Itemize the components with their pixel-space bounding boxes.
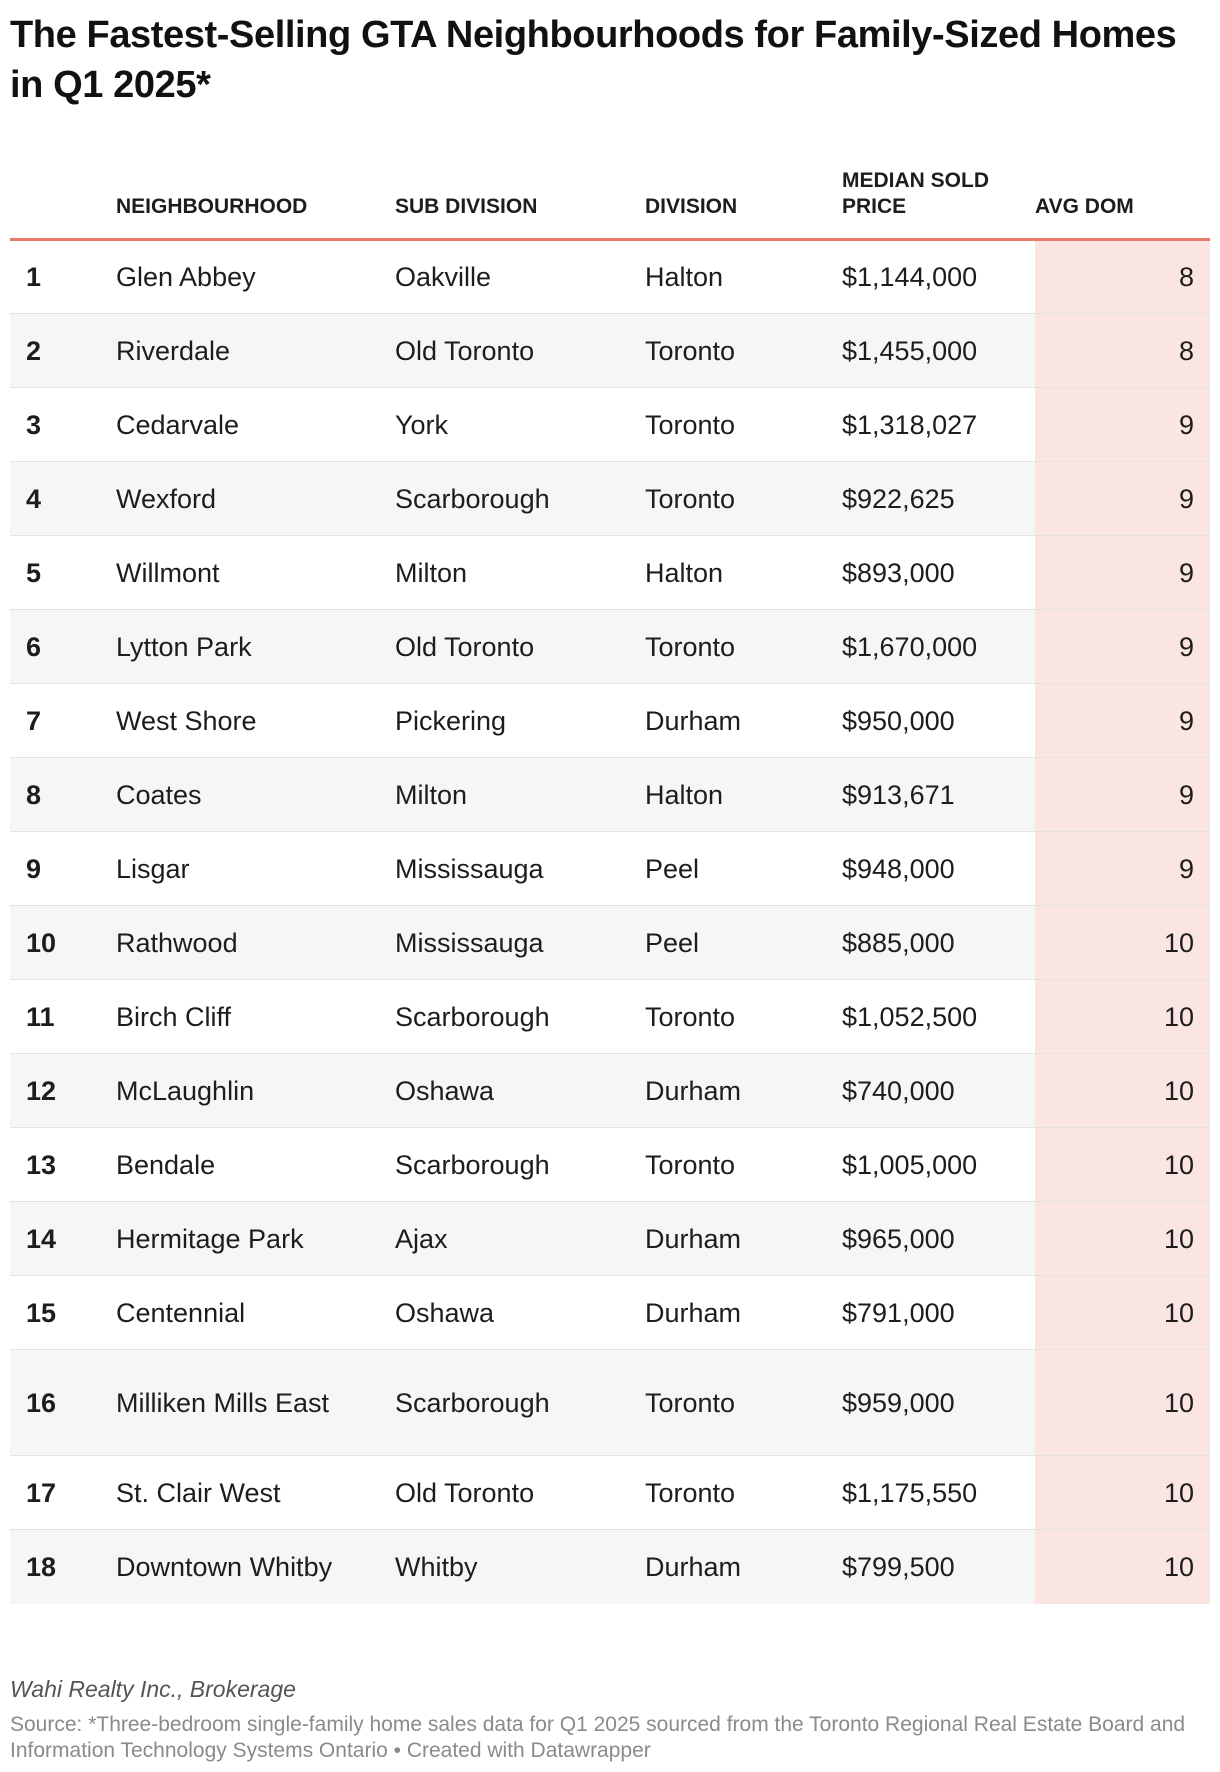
table-row <box>10 1202 1210 1276</box>
rank-cell: 7 <box>10 684 116 758</box>
division-cell: Toronto <box>645 980 842 1054</box>
neighbourhood-cell: McLaughlin <box>116 1054 395 1128</box>
table-row <box>10 980 1210 1054</box>
sub-division-cell: Scarborough <box>395 1350 645 1456</box>
chart-title: The Fastest-Selling GTA Neighbourhoods for Family-Sized Homes in Q1 2025* <box>10 14 1177 106</box>
avg-dom-cell: 10 <box>1035 906 1210 980</box>
table-body <box>10 240 1210 1604</box>
division-cell: Toronto <box>645 388 842 462</box>
table-row <box>10 758 1210 832</box>
avg-dom-cell: 10 <box>1035 1054 1210 1128</box>
rank-cell: 10 <box>10 906 116 980</box>
table-row <box>10 1530 1210 1604</box>
neighbourhood-cell: Milliken Mills East <box>116 1350 395 1456</box>
sub-division-cell: Old Toronto <box>395 610 645 684</box>
neighbourhood-cell: Wexford <box>116 462 395 536</box>
sub-division-cell: Ajax <box>395 1202 645 1276</box>
division-cell: Toronto <box>645 314 842 388</box>
avg-dom-cell: 10 <box>1035 980 1210 1054</box>
table-row <box>10 240 1210 314</box>
table-row <box>10 462 1210 536</box>
neighbourhood-cell: Birch Cliff <box>116 980 395 1054</box>
median-price-cell: $922,625 <box>842 462 1035 536</box>
median-price-cell: $959,000 <box>842 1350 1035 1456</box>
table-row <box>10 832 1210 906</box>
rank-cell: 18 <box>10 1530 116 1604</box>
neighbourhood-cell: St. Clair West <box>116 1456 395 1530</box>
rank-cell: 5 <box>10 536 116 610</box>
median-price-cell: $1,318,027 <box>842 388 1035 462</box>
median-price-cell: $893,000 <box>842 536 1035 610</box>
rank-cell: 4 <box>10 462 116 536</box>
sub-division-cell: Pickering <box>395 684 645 758</box>
division-cell: Toronto <box>645 1128 842 1202</box>
division-cell: Peel <box>645 832 842 906</box>
division-cell: Durham <box>645 684 842 758</box>
rank-cell: 15 <box>10 1276 116 1350</box>
neighbourhood-cell: Willmont <box>116 536 395 610</box>
rank-cell: 16 <box>10 1350 116 1456</box>
neighbourhood-cell: Centennial <box>116 1276 395 1350</box>
col-header-median-sold-price: MEDIAN SOLD PRICE <box>842 169 989 218</box>
table-row <box>10 1128 1210 1202</box>
sub-division-cell: Mississauga <box>395 832 645 906</box>
division-cell: Toronto <box>645 462 842 536</box>
avg-dom-cell: 10 <box>1035 1350 1210 1456</box>
avg-dom-cell: 9 <box>1035 684 1210 758</box>
division-cell: Durham <box>645 1202 842 1276</box>
median-price-cell: $1,005,000 <box>842 1128 1035 1202</box>
rank-cell: 2 <box>10 314 116 388</box>
table-header-row <box>10 158 1210 240</box>
division-cell: Durham <box>645 1530 842 1604</box>
avg-dom-cell: 10 <box>1035 1128 1210 1202</box>
division-cell: Halton <box>645 240 842 314</box>
rank-cell: 8 <box>10 758 116 832</box>
median-price-cell: $1,670,000 <box>842 610 1035 684</box>
division-cell: Halton <box>645 536 842 610</box>
sub-division-cell: Scarborough <box>395 980 645 1054</box>
division-cell: Peel <box>645 906 842 980</box>
avg-dom-cell: 10 <box>1035 1202 1210 1276</box>
sub-division-cell: Scarborough <box>395 1128 645 1202</box>
col-header-neighbourhood: NEIGHBOURHOOD <box>116 195 308 218</box>
median-price-cell: $740,000 <box>842 1054 1035 1128</box>
credit-line: Wahi Realty Inc., Brokerage <box>10 1676 296 1702</box>
source-note: Source: *Three-bedroom single-family home sales data for Q1 2025 sourced from the Toronto Regional Real Estate Board and Information Technology Systems Ontario • Created with Datawrapper <box>10 1713 1186 1762</box>
col-header-avg-dom: AVG DOM <box>1035 195 1134 218</box>
col-header-rank <box>10 158 116 240</box>
median-price-cell: $799,500 <box>842 1530 1035 1604</box>
median-price-cell: $1,052,500 <box>842 980 1035 1054</box>
median-price-cell: $791,000 <box>842 1276 1035 1350</box>
rank-cell: 17 <box>10 1456 116 1530</box>
neighbourhood-cell: Bendale <box>116 1128 395 1202</box>
median-price-cell: $965,000 <box>842 1202 1035 1276</box>
division-cell: Halton <box>645 758 842 832</box>
neighbourhood-cell: West Shore <box>116 684 395 758</box>
neighbourhood-cell: Coates <box>116 758 395 832</box>
table-row <box>10 536 1210 610</box>
avg-dom-cell: 10 <box>1035 1456 1210 1530</box>
rank-cell: 11 <box>10 980 116 1054</box>
neighbourhood-cell: Lisgar <box>116 832 395 906</box>
rank-cell: 3 <box>10 388 116 462</box>
neighbourhood-cell: Lytton Park <box>116 610 395 684</box>
table-row <box>10 1456 1210 1530</box>
neighbourhood-cell: Hermitage Park <box>116 1202 395 1276</box>
division-cell: Toronto <box>645 1350 842 1456</box>
table-row <box>10 1054 1210 1128</box>
sub-division-cell: Old Toronto <box>395 314 645 388</box>
sub-division-cell: Milton <box>395 536 645 610</box>
neighbourhood-cell: Downtown Whitby <box>116 1530 395 1604</box>
avg-dom-cell: 9 <box>1035 462 1210 536</box>
sub-division-cell: Whitby <box>395 1530 645 1604</box>
sub-division-cell: Scarborough <box>395 462 645 536</box>
sub-division-cell: Oshawa <box>395 1276 645 1350</box>
table-row <box>10 610 1210 684</box>
rank-cell: 1 <box>10 240 116 314</box>
table-row <box>10 1350 1210 1456</box>
division-cell: Durham <box>645 1276 842 1350</box>
avg-dom-cell: 9 <box>1035 758 1210 832</box>
avg-dom-cell: 10 <box>1035 1530 1210 1604</box>
sub-division-cell: Oshawa <box>395 1054 645 1128</box>
col-header-division: DIVISION <box>645 195 738 218</box>
sub-division-cell: Milton <box>395 758 645 832</box>
division-cell: Toronto <box>645 1456 842 1530</box>
avg-dom-cell: 9 <box>1035 610 1210 684</box>
sub-division-cell: York <box>395 388 645 462</box>
rank-cell: 9 <box>10 832 116 906</box>
avg-dom-cell: 9 <box>1035 832 1210 906</box>
col-header-sub-division: SUB DIVISION <box>395 195 538 218</box>
rank-cell: 13 <box>10 1128 116 1202</box>
neighbourhood-cell: Rathwood <box>116 906 395 980</box>
median-price-cell: $885,000 <box>842 906 1035 980</box>
sub-division-cell: Oakville <box>395 240 645 314</box>
table-row <box>10 388 1210 462</box>
neighbourhood-cell: Riverdale <box>116 314 395 388</box>
avg-dom-cell: 10 <box>1035 1276 1210 1350</box>
median-price-cell: $948,000 <box>842 832 1035 906</box>
table-row <box>10 684 1210 758</box>
median-price-cell: $1,455,000 <box>842 314 1035 388</box>
avg-dom-cell: 8 <box>1035 314 1210 388</box>
median-price-cell: $1,175,550 <box>842 1456 1035 1530</box>
rank-cell: 12 <box>10 1054 116 1128</box>
division-cell: Toronto <box>645 610 842 684</box>
rank-cell: 14 <box>10 1202 116 1276</box>
neighbourhood-cell: Glen Abbey <box>116 240 395 314</box>
avg-dom-cell: 8 <box>1035 240 1210 314</box>
table-row <box>10 314 1210 388</box>
table-row <box>10 906 1210 980</box>
data-table <box>10 158 1210 1604</box>
table-row <box>10 1276 1210 1350</box>
sub-division-cell: Old Toronto <box>395 1456 645 1530</box>
rank-cell: 6 <box>10 610 116 684</box>
median-price-cell: $1,144,000 <box>842 240 1035 314</box>
division-cell: Durham <box>645 1054 842 1128</box>
avg-dom-cell: 9 <box>1035 536 1210 610</box>
median-price-cell: $913,671 <box>842 758 1035 832</box>
sub-division-cell: Mississauga <box>395 906 645 980</box>
median-price-cell: $950,000 <box>842 684 1035 758</box>
neighbourhood-cell: Cedarvale <box>116 388 395 462</box>
avg-dom-cell: 9 <box>1035 388 1210 462</box>
